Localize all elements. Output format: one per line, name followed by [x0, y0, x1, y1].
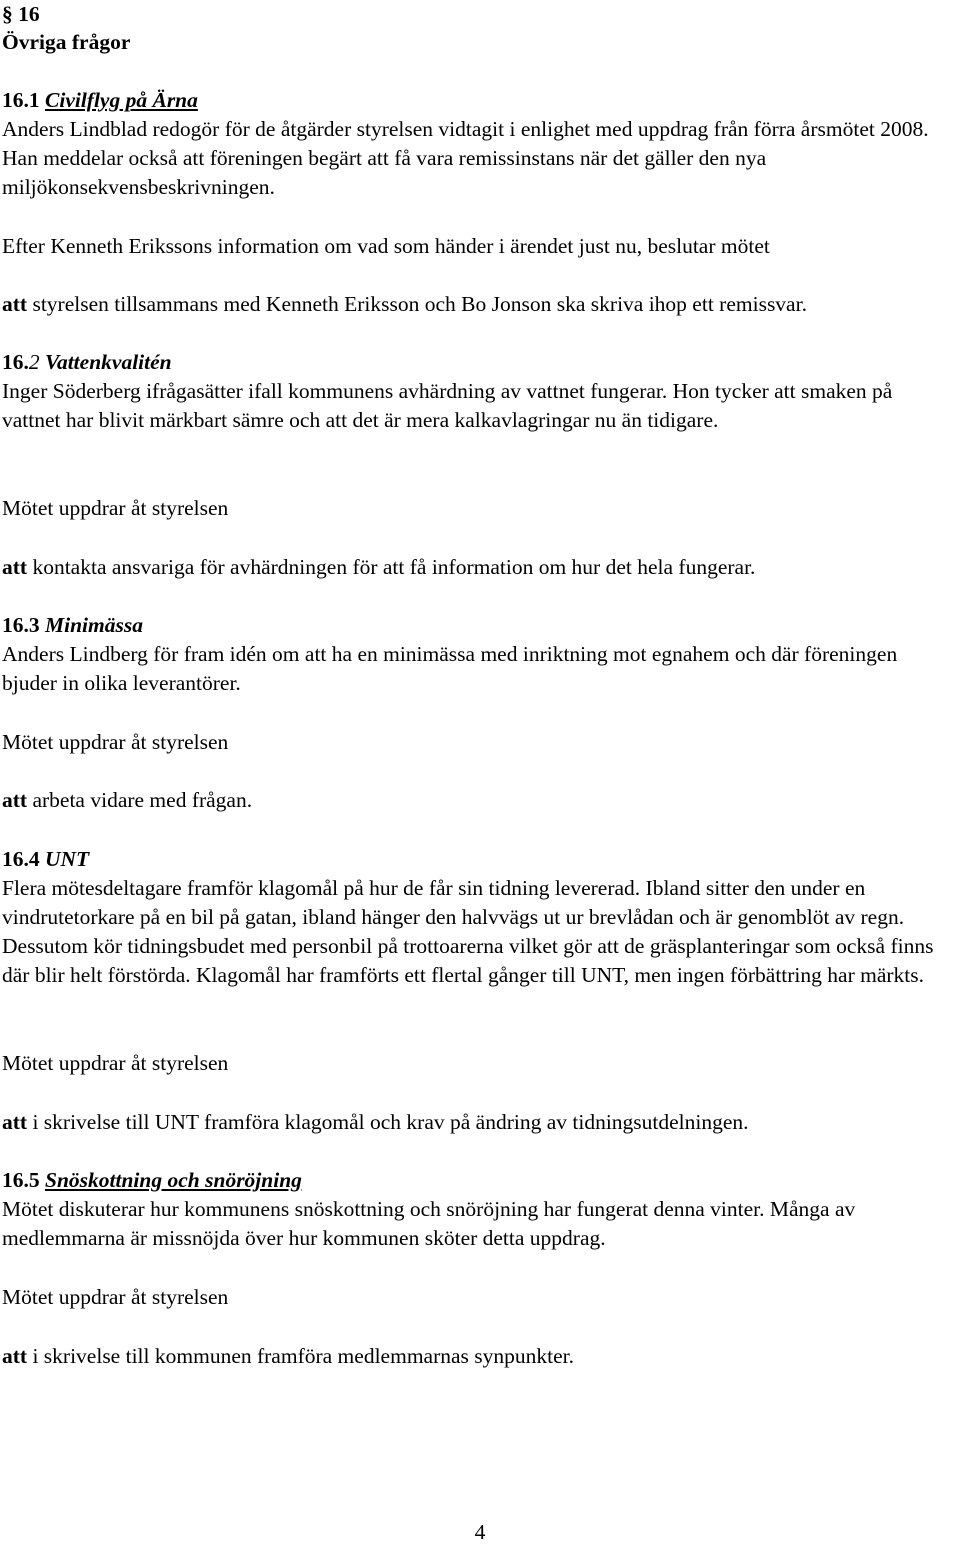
item-heading-16-3: 16.3 Minimässa [2, 613, 143, 637]
item-heading-16-2: 16.2 Vattenkvalitén [2, 350, 172, 374]
item-paragraph: Inger Söderberg ifrågasätter ifall kommunens avhärdning av vattnet fungerar. Hon tycker att smaken på vattnet har blivit märkbart sämre och att det är mera kalkavlagringar nu än tidigare. [2, 379, 893, 432]
item-paragraph: Flera mötesdeltagare framför klagomål på hur de får sin tidning levererad. Ibland sitter den under en vindrutetorkare på en bil på gatan, ibland hänger den halvvägs ut ur brevlådan och är genomblöt av regn. Dessutom kör tidningsbudet med personbil på trottoarerna vilket gör att de gräsplanteringar som också finns där blir helt förstörda. Klagomål har framförts ett flertal gånger till UNT, men ingen förbättring har märkts. [2, 876, 934, 987]
item-heading-16-5: 16.5 Snöskottning och snöröjning [2, 1168, 302, 1192]
item-paragraph: Mötet uppdrar åt styrelsen [2, 496, 229, 520]
item-paragraph: Mötet uppdrar åt styrelsen [2, 730, 229, 754]
item-paragraph: Anders Lindblad redogör för de åtgärder styrelsen vidtagit i enlighet med uppdrag från förra årsmötet 2008. Han meddelar också att föreningen begärt att få vara remissinstans när det gäller den nya miljökonsekvensbeskrivningen. [2, 117, 929, 199]
item-paragraph: Mötet uppdrar åt styrelsen [2, 1285, 229, 1309]
item-paragraph: Efter Kenneth Erikssons information om vad som händer i ärendet just nu, beslutar mötet [2, 234, 770, 258]
decision-line: att styrelsen tillsammans med Kenneth Eriksson och Bo Jonson ska skriva ihop ett remissvar. [2, 292, 807, 316]
item-paragraph: Mötet diskuterar hur kommunens snöskottning och snöröjning har fungerat denna vinter. Många av medlemmarna är missnöjda över hur kommunen sköter detta uppdrag. [2, 1197, 856, 1250]
decision-line: att i skrivelse till UNT framföra klagomål och krav på ändring av tidningsutdelningen. [2, 1110, 749, 1134]
item-heading-16-4: 16.4 UNT [2, 847, 90, 871]
section-title: Övriga frågor [2, 30, 131, 54]
item-paragraph: Mötet uppdrar åt styrelsen [2, 1051, 229, 1075]
item-heading-16-1: 16.1 Civilflyg på Ärna [2, 88, 198, 112]
section-mark: § 16 [2, 2, 40, 26]
decision-line: att kontakta ansvariga för avhärdningen för att få information om hur det hela fungerar. [2, 555, 756, 579]
item-paragraph: Anders Lindberg för fram idén om att ha en minimässa med inriktning mot egnahem och där föreningen bjuder in olika leverantörer. [2, 642, 898, 695]
page-number: 4 [474, 1520, 486, 1544]
decision-line: att i skrivelse till kommunen framföra medlemmarnas synpunkter. [2, 1344, 575, 1368]
decision-line: att arbeta vidare med frågan. [2, 788, 253, 812]
